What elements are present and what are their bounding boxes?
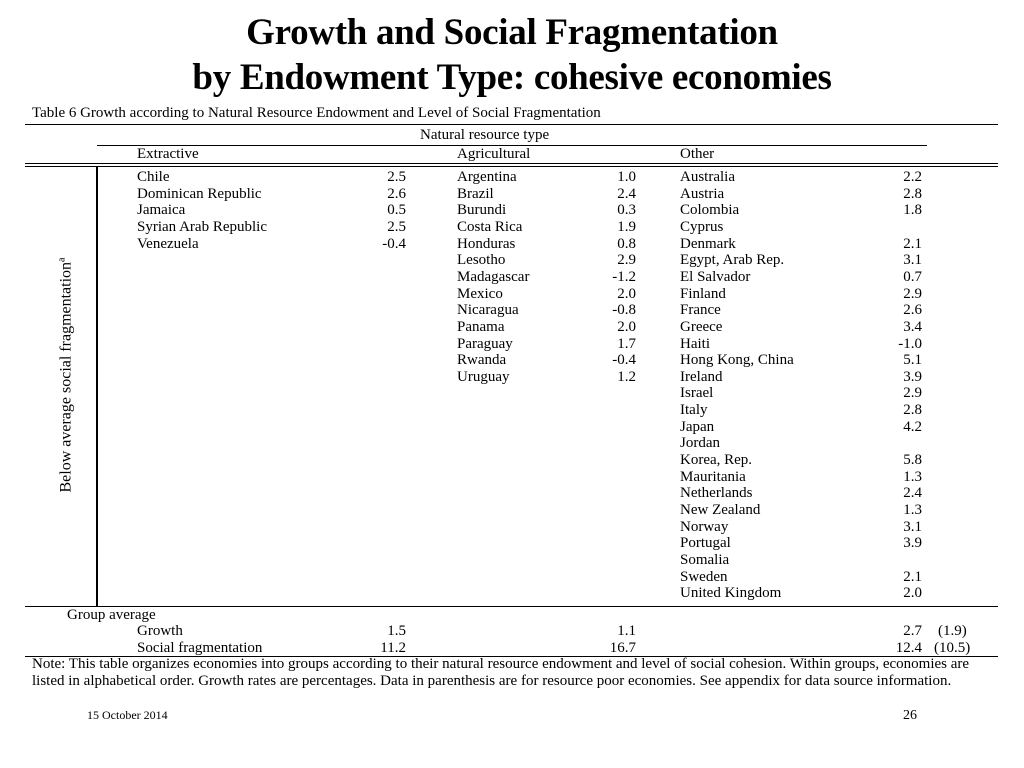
extractive-country: Syrian Arab Republic — [137, 218, 267, 235]
extractive-country: Dominican Republic — [137, 185, 262, 202]
agricultural-growth-value: -0.4 — [612, 352, 636, 369]
frag-extractive: 11.2 — [380, 640, 406, 656]
other-country: Mauritania — [680, 468, 746, 485]
other-country: Sweden — [680, 568, 728, 585]
agricultural-country: Paraguay — [457, 335, 513, 352]
frag-other: 12.4 — [895, 640, 922, 656]
other-country: El Salvador — [680, 268, 751, 285]
header-rule-a — [25, 163, 998, 164]
slide-date: 15 October 2014 — [87, 708, 168, 722]
other-growth-value: 2.0 — [903, 585, 922, 602]
other-country: Jordan — [680, 435, 720, 452]
other-country: Israel — [680, 385, 714, 402]
row-group-footnote-mark: a — [56, 257, 68, 262]
other-growth-value: 5.1 — [903, 352, 922, 369]
agricultural-growth-value: 2.9 — [617, 252, 636, 269]
other-growth-value: 2.1 — [903, 568, 922, 585]
other-growth-value: 1.3 — [903, 468, 922, 485]
agricultural-growth-value: 2.4 — [617, 185, 636, 202]
agricultural-growth-value: 0.3 — [617, 202, 636, 219]
agricultural-country: Lesotho — [457, 252, 506, 269]
col-header-other: Other — [680, 146, 715, 162]
other-growth-value: 2.9 — [903, 385, 922, 402]
other-country: France — [680, 302, 721, 319]
agricultural-country: Argentina — [457, 169, 517, 185]
other-country: Korea, Rep. — [680, 452, 753, 469]
extractive-country: Chile — [137, 169, 170, 185]
other-country: Colombia — [680, 202, 740, 219]
row-group-divider — [96, 166, 98, 607]
other-country: Hong Kong, China — [680, 352, 794, 369]
other-growth-value: 2.6 — [903, 302, 922, 319]
other-growth-value: 5.8 — [903, 452, 922, 469]
extractive-growth-value: 0.5 — [387, 202, 406, 219]
other-growth-value: 1.3 — [903, 502, 922, 518]
agricultural-growth-value: 1.9 — [617, 218, 636, 235]
other-country: Denmark — [680, 235, 736, 252]
other-growth-value: 3.1 — [903, 252, 922, 269]
table-note: Note: This table organizes economies into groups according to their natural resource endowment and level of social cohesion. Within groups, economies are listed in alphabetical order. Growth rates are percentages. Data in parenthesis are for resource poor economies. See appendix for data source information. — [32, 656, 970, 689]
other-growth-value: 3.9 — [903, 368, 922, 385]
other-growth-value: 2.9 — [903, 285, 922, 302]
other-country: Egypt, Arab Rep. — [680, 252, 785, 269]
extractive-growth-value: 2.5 — [387, 218, 406, 235]
other-growth-value: 2.1 — [903, 235, 922, 252]
other-growth-value: 0.7 — [903, 268, 922, 285]
other-country: Japan — [680, 418, 715, 435]
agricultural-country: Honduras — [457, 235, 516, 252]
agricultural-country: Mexico — [457, 285, 503, 302]
col-header-agricultural: Agricultural — [457, 146, 531, 162]
other-country: Ireland — [680, 368, 723, 385]
slide-page-number: 26 — [903, 708, 917, 723]
other-country: Austria — [680, 185, 725, 202]
frag-other-paren: (10.5) — [934, 640, 971, 656]
row-group-label-text: Below average social fragmentation — [57, 261, 75, 493]
slide-title-line2: by Endowment Type: cohesive economies — [192, 57, 832, 98]
agricultural-growth-value: -1.2 — [612, 268, 636, 285]
agricultural-growth-value: 2.0 — [617, 285, 636, 302]
other-country: United Kingdom — [680, 585, 782, 602]
other-growth-value: 4.2 — [903, 418, 922, 435]
other-growth-value: 3.4 — [903, 318, 922, 335]
extractive-country: Venezuela — [137, 235, 199, 252]
other-country: New Zealand — [680, 502, 761, 518]
agricultural-country: Burundi — [457, 202, 507, 219]
other-growth-value: 2.4 — [903, 485, 922, 502]
extractive-growth-value: -0.4 — [382, 235, 406, 252]
super-header: Natural resource type — [420, 127, 550, 143]
agricultural-country: Nicaragua — [457, 302, 519, 319]
extractive-growth-value: 2.6 — [387, 185, 406, 202]
growth-other-paren: (1.9) — [938, 623, 967, 639]
other-country: Somalia — [680, 551, 730, 568]
other-growth-value: 3.1 — [903, 518, 922, 535]
agricultural-country: Madagascar — [457, 268, 530, 285]
agricultural-growth-value: 1.2 — [617, 368, 636, 385]
other-country: Netherlands — [680, 485, 753, 502]
body-bottom-rule — [25, 606, 998, 607]
col-header-extractive: Extractive — [137, 146, 199, 162]
agricultural-growth-value: 0.8 — [617, 235, 636, 252]
agricultural-growth-value: 1.7 — [617, 335, 636, 352]
agricultural-country: Rwanda — [457, 352, 507, 369]
other-country: Italy — [680, 402, 708, 419]
other-country: Haiti — [680, 335, 710, 352]
growth-extractive: 1.5 — [387, 623, 406, 639]
agricultural-growth-value: 2.0 — [617, 318, 636, 335]
top-rule — [25, 124, 998, 125]
extractive-growth-value: 2.5 — [387, 169, 406, 185]
other-growth-value: 2.8 — [903, 185, 922, 202]
other-country: Portugal — [680, 535, 731, 552]
group-average-label: Group average — [67, 607, 156, 623]
header-rule-b — [25, 166, 998, 167]
growth-other: 2.7 — [903, 623, 922, 639]
growth-agricultural: 1.1 — [617, 623, 636, 639]
other-growth-value: -1.0 — [898, 335, 922, 352]
extractive-country: Jamaica — [137, 202, 186, 219]
other-growth-value: 2.2 — [903, 169, 922, 185]
agricultural-country: Uruguay — [457, 368, 510, 385]
frag-agricultural: 16.7 — [609, 640, 636, 656]
agricultural-country: Costa Rica — [457, 218, 523, 235]
slide-title-line1: Growth and Social Fragmentation — [246, 12, 778, 53]
frag-row-label: Social fragmentation — [137, 640, 263, 656]
other-country: Greece — [680, 318, 723, 335]
other-country: Cyprus — [680, 218, 724, 235]
agricultural-growth-value: 1.0 — [617, 169, 636, 185]
growth-row-label: Growth — [137, 623, 183, 639]
other-growth-value: 3.9 — [903, 535, 922, 552]
agricultural-growth-value: -0.8 — [612, 302, 636, 319]
table-caption: Table 6 Growth according to Natural Resource Endowment and Level of Social Fragmentation — [32, 105, 601, 121]
other-country: Australia — [680, 169, 735, 185]
other-growth-value: 2.8 — [903, 402, 922, 419]
row-group-label — [56, 257, 75, 492]
agricultural-country: Panama — [457, 318, 505, 335]
other-growth-value: 1.8 — [903, 202, 922, 219]
other-country: Finland — [680, 285, 726, 302]
agricultural-country: Brazil — [457, 185, 494, 202]
other-country: Norway — [680, 518, 729, 535]
